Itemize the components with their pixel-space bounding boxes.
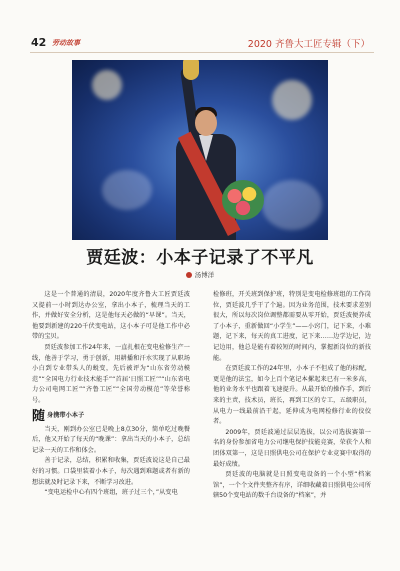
paragraph: 这是一个普通的清晨，2020年度齐鲁大工匠贾廷波又提前一小时到达办公室，拿出小本子，梳理当天的工作，并做好安全分析，这是他每天必做的“早课”。当天，他要到新建的220千伏变电站，这小本子可是他工作中必带的宝贝。 bbox=[32, 291, 190, 341]
column-tag: 劳动故事 bbox=[52, 39, 80, 47]
issue-title: 2020 齐鲁大工匠专辑（下） bbox=[247, 39, 370, 50]
paragraph: 当天，刚到办公室已是晚上8点30分，简单吃过晚餐后，他又开始了每天的“晚课”：拿出当天的小本子，总结记录一天的工作和体会。 bbox=[32, 425, 190, 454]
paragraph: 2009年，贾廷波通过层层选拔，以公司选拔赛第一名的身份参加省电力公司继电保护技能竞赛，荣获个人和团体双第一，这是日照供电公司在保护专业竞赛中取得的最好成绩。 bbox=[213, 428, 371, 468]
header-rule bbox=[30, 52, 374, 53]
article-title: 贾廷波：小本子记录了不平凡 bbox=[86, 248, 314, 268]
paragraph: “变电运检中心有四个班组，班子过三个，”从变电 bbox=[44, 489, 178, 497]
trophy bbox=[183, 60, 199, 80]
left-column bbox=[32, 290, 190, 499]
paragraph: 检修班，开关班到保护班，特别是变电检修班组的工作岗位，贾廷波几乎干了个遍。因为业务范围，技术要求差别很大，所以每次岗位调整都需要从零开始，贾廷波便养成了小本子，重新做回“小学生”——小窍门，记下来，小难题，记下来，每天的真工进度，记下来……边学边记，边记边用，他总是能有着较短的时间内，掌握新岗位的新技能。 bbox=[213, 291, 371, 362]
page-number: 42 bbox=[31, 36, 47, 49]
paragraph: 贾廷波的电脑就是日照变电设备的一个小型“档案馆”，一个个文件夹整齐有序，详细收藏着日照供电公司所辖50个变电站的数千台设备的“档案”，并 bbox=[213, 471, 371, 500]
author-name: 汤博洋 bbox=[194, 271, 215, 279]
subheading-initial: 随 bbox=[32, 408, 46, 424]
author-dot-icon bbox=[186, 272, 192, 278]
paragraph: 善于记录，总结，积累和收集，贾廷波说这是自己最好的习惯。口袋里装着小本子，每次遇到难题或者有新的想法就及时记录下来，不断学习改进。 bbox=[32, 457, 190, 486]
author-line bbox=[0, 270, 400, 279]
right-column bbox=[213, 290, 371, 502]
article-photo bbox=[72, 60, 328, 240]
paragraph: 在贾廷波工作的24年里，小本子不但成了他的标配，更是他的法宝，如今上百个笔记本摞起来已有一米多高，他的业务水平也跟着飞速提升。从最开始的操作手，到后来的主责，技术员，班长，再到工区的专工，五级职员，从电力一线最前沿干起，延伸成为电网检修行业的佼佼者。 bbox=[213, 365, 371, 426]
stage-light bbox=[262, 180, 322, 230]
stage-light bbox=[102, 170, 152, 210]
flower-bouquet bbox=[222, 180, 264, 220]
paragraph: 贾廷波参加工作24年来，一直扎根在变电检修生产一线，他善于学习，勇于创新，用耕播和汗水实现了从职场小白到专业带头人的蜕变，先后被评为“山东省劳动模范”“全国电力行业技术能手”“首届‘日照工匠’”“山东省电力公司电网工匠”“齐鲁工匠”“全国劳动模范”等荣誉称号。 bbox=[32, 343, 190, 404]
subheading-text: 身携带小本子 bbox=[47, 412, 85, 420]
person-head bbox=[195, 110, 217, 136]
subheading bbox=[32, 408, 190, 424]
stage-light bbox=[92, 70, 122, 100]
stage-light bbox=[272, 80, 312, 120]
